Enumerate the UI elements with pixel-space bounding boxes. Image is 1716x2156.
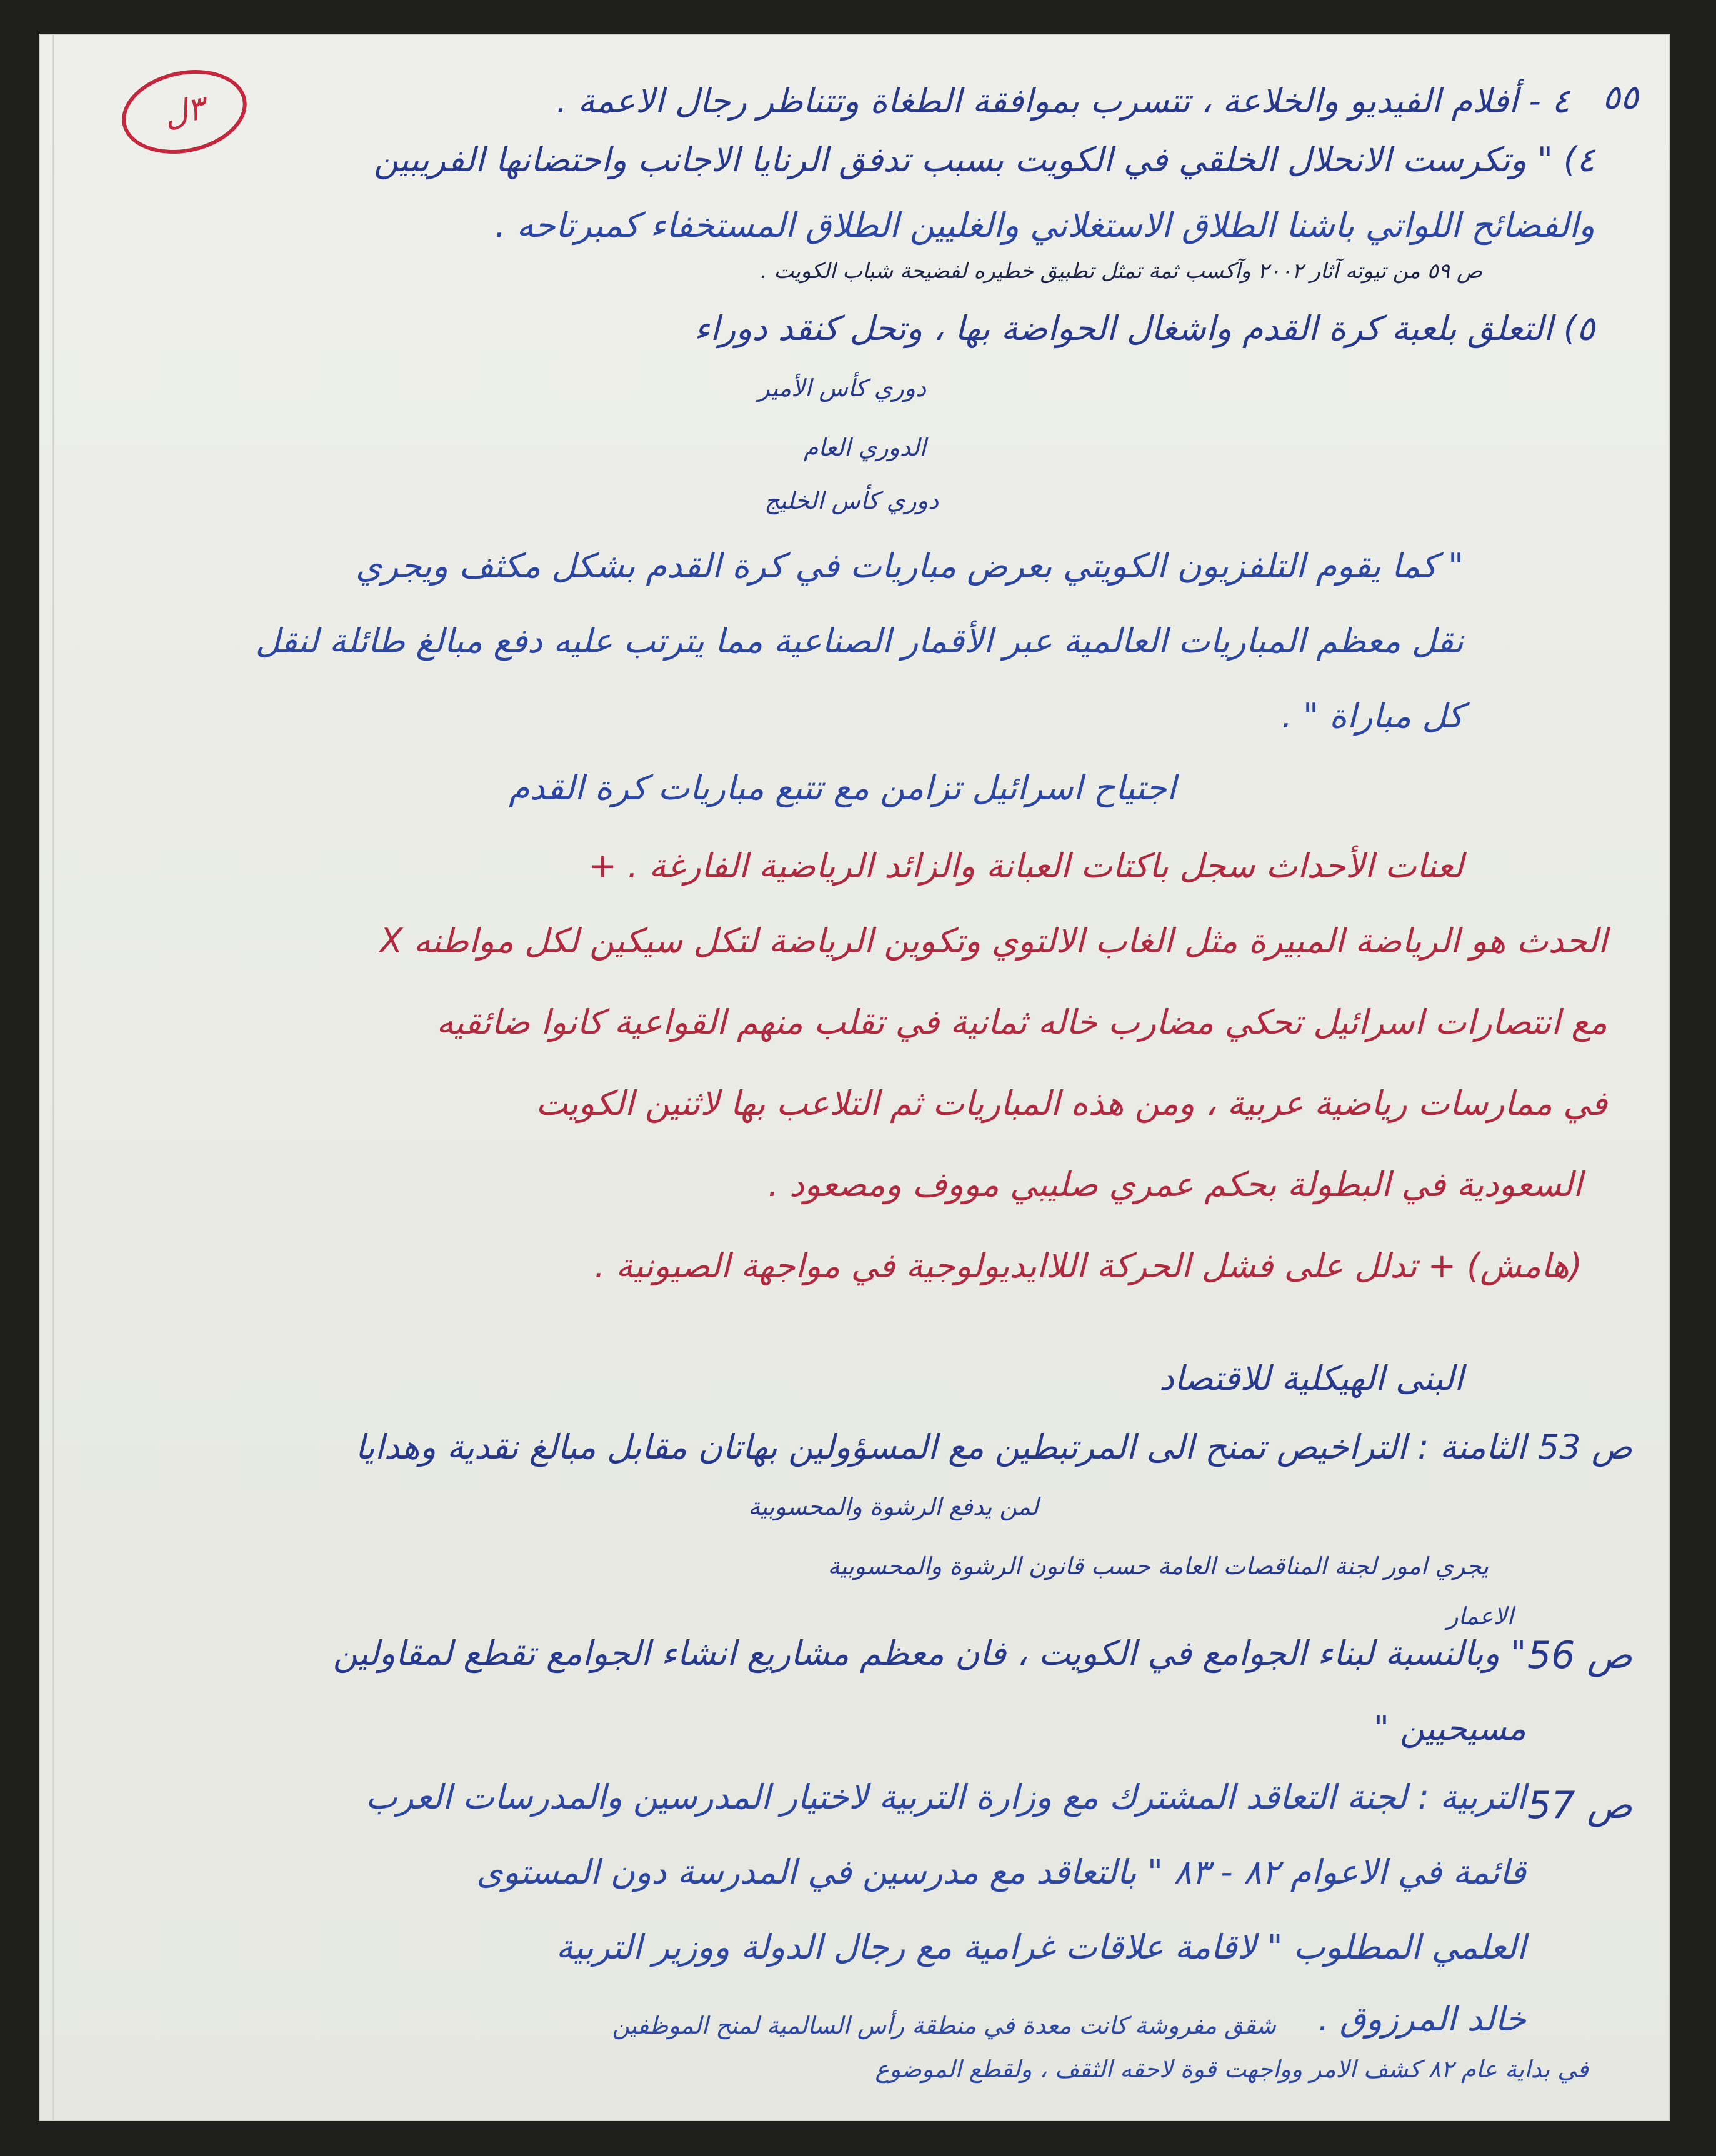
- bottom-line-2: الثامنة : التراخيص تمنح الى المرتبطين مع المسؤولين بهاتان مقابل مبالغ نقدية وهدايا: [355, 1427, 1526, 1467]
- bottom-line-11: خالد المرزوق .: [1318, 1999, 1526, 2039]
- bottom-line-9: قائمة في الاعوام ٨٢ - ٨٣ " بالتعاقد مع مدرسين في المدرسة دون المستوى: [476, 1852, 1526, 1892]
- ref-53-number: 53: [1537, 1427, 1581, 1467]
- bottom-line-7: مسيحيين ": [1374, 1709, 1526, 1748]
- bottom-line-3: لمن يدفع الرشوة والمحسوبية: [747, 1493, 1039, 1520]
- ref-57-number: 57: [1527, 1784, 1575, 1827]
- bottom-line-12: شقق مفروشة كانت معدة في منطقة رأس السالمية لمنح الموظفين: [612, 2012, 1276, 2039]
- red-line-3: مع انتصارات اسرائيل تحكي مضارب خاله ثمانية في تقلب منهم القواعية كانوا ضائقيه: [436, 1002, 1607, 1042]
- line-3: والفضائح اللواتي باشنا الطلاق الاستغلاني والغليين الطلاق المستخفاء كمبرتاحه .: [495, 206, 1595, 245]
- bottom-line-8: التربية : لجنة التعاقد المشترك مع وزارة التربية لاختيار المدرسين والمدرسات العرب: [365, 1777, 1526, 1817]
- ref-56-number: 56: [1527, 1634, 1575, 1677]
- ref-56-sa: ص: [1587, 1634, 1632, 1677]
- stamp-text: ٣ل: [160, 89, 209, 135]
- red-line-5: السعودية في البطولة بحكم عمري صليبي مووف ومصعود .: [767, 1165, 1582, 1204]
- ref-57-sa: ص: [1587, 1784, 1632, 1827]
- line-9: نقل معظم المباريات العالمية عبر الأقمار الصناعية مما يترتب عليه دفع مبالغ طائلة لنقل: [255, 621, 1464, 661]
- line-3b-note: ص ٥٩ من تيوته آثار ٢٠٠٢ وآكسب ثمة تمثل تطبيق خطيره لفضيحة شباب الكويت .: [760, 259, 1482, 284]
- bottom-line-1: البنى الهيكلية للاقتصاد: [1159, 1359, 1464, 1398]
- line-5: دوري كأس الأمير: [758, 374, 926, 402]
- bottom-line-10: العلمي المطلوب " لاقامة علاقات غرامية مع رجال الدولة ووزير التربية: [556, 1927, 1526, 1967]
- bottom-line-13: في بداية عام ٨٢ كشف الامر وواجهت قوة لاحقه الثقف ، ولقطع الموضوع: [875, 2055, 1589, 2083]
- paper-sheet: [39, 34, 1670, 2121]
- line-7: دوري كأس الخليج: [764, 487, 939, 514]
- bottom-line-4: يجري امور لجنة المناقصات العامة حسب قانون الرشوة والمحسوبية: [827, 1552, 1489, 1580]
- red-line-6: (هامش) + تدلل على فشل الحركة اللاايديولوجية في مواجهة الصيونية .: [594, 1246, 1582, 1285]
- bottom-line-5: الاعمار: [1447, 1602, 1514, 1630]
- red-line-2: الحدث هو الرياضة المبيرة مثل الغاب الالتوي وتكوين الرياضة لتكل سيكين لكل مواطنه X: [379, 921, 1607, 961]
- line-11: اجتياح اسرائيل تزامن مع تتبع مباريات كرة القدم: [508, 768, 1176, 807]
- page-mark-top-right: ٥٥: [1602, 77, 1639, 117]
- ref-56: [1527, 1634, 1632, 1677]
- line-2: ٤) " وتكرست الانحلال الخلقي في الكويت بسبب تدفق الرنايا الاجانب واحتضانها الفريبين: [374, 140, 1595, 179]
- ref-53-sa: ص: [1591, 1427, 1632, 1467]
- line-1: ٤ - أفلام الفيديو والخلاعة ، تتسرب بموافقة الطغاة وتتناظر رجال الاعمة .: [556, 81, 1570, 121]
- bottom-line-6: " وبالنسبة لبناء الجوامع في الكويت ، فان معظم مشاريع انشاء الجوامع تقطع لمقاولين: [332, 1634, 1526, 1673]
- ref-57: [1527, 1784, 1632, 1827]
- line-8: " كما يقوم التلفزيون الكويتي بعرض مباريات في كرة القدم بشكل مكثف ويجري: [356, 546, 1464, 586]
- line-6: الدوري العام: [803, 434, 926, 461]
- red-line-4: في ممارسات رياضية عربية ، ومن هذه المباريات ثم التلاعب بها لاثنين الكويت: [536, 1084, 1607, 1123]
- line-10: كل مباراة " .: [1281, 696, 1464, 736]
- page-number-stamp: [114, 59, 255, 164]
- ref-53: [1538, 1427, 1632, 1467]
- line-4: ٥) التعلق بلعبة كرة القدم واشغال الحواضة بها ، وتحل كنقد دوراء: [694, 309, 1595, 348]
- red-line-1: لعنات الأحداث سجل باكتات العبانة والزائد الرياضية الفارغة . +: [588, 846, 1464, 886]
